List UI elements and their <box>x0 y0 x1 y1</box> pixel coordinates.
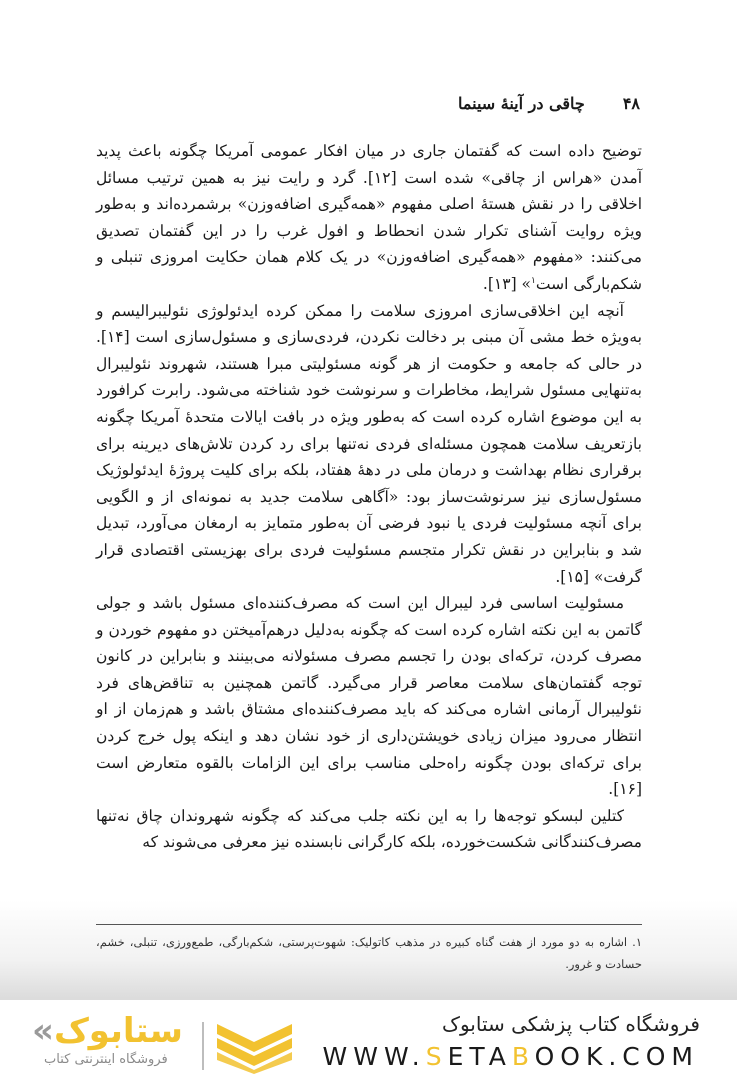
paragraph-text: » [۱۳]. <box>482 274 532 293</box>
logo-divider <box>202 1022 204 1070</box>
paragraph: مسئولیت اساسی فرد لیبرال این است که مصرف‌کننده‌ای مسئول باشد و جولی گاتمن به این نکته اشاره کرده است که چگونه به‌دلیل درهم‌آمیختن دو مفهوم خوردن و مصرف کردن، ترکه‌ای بودن را تجسم مصرف مسئولانه می‌بینند و بنابراین در کانون توجه گفتمان‌های سلامت معاصر قرار می‌گیرد. گاتمن همچنین به تناقض‌های فرد نئولیبرال آرمانی اشاره می‌کند که باید مصرف‌کننده‌ای مشتاق باشد و هم‌زمان از او انتظار می‌رود میزان زیادی خویشتن‌داری از خود نشان دهد و اینکه پول خرج کردن برای ترکه‌ای بودن چگونه راه‌حلی مناسب برای این الزامات بالقوه متعارض است [۱۶]. <box>96 594 642 799</box>
body-text <box>96 138 642 856</box>
chevron-badge-icon <box>217 1024 292 1074</box>
url-part-accent: B <box>511 1042 535 1071</box>
logo-word: ستابوک <box>53 1011 183 1051</box>
paragraph-text: توضیح داده است که گفتمان جاری در میان افکار عمومی آمریکا چگونه باعث پدید آمدن «هراس از چاقی» شده است [۱۲]. گرد و رایت نیز به همین ترتیب مسائل اخلاقی را در نقش هستهٔ اصلی مفهوم «همه‌گیری اضافه‌وزن» برشمرده‌اند و به‌طور ویژه روایت آشنای تکرار شدن انحطاط و افول غرب را در این گفتمان تصدیق می‌کنند: «مفهوم «همه‌گیری اضافه‌وزن» در یک کلام همان حکایت امروزی تنبلی و شکم‌بارگی است <box>96 142 643 293</box>
store-url[interactable] <box>323 1042 699 1071</box>
double-chevron-icon: « <box>32 1011 54 1051</box>
page-number: ۴۸ <box>622 94 640 113</box>
footnote: ۱. اشاره به دو مورد از هفت گناه کبیره در مذهب کاتولیک: شهوت‌پرستی، شکم‌بارگی، طمع‌ورزی، تنبلی، خشم، حسادت و غرور. <box>96 935 642 971</box>
paragraph: آنچه این اخلاقی‌سازی امروزی سلامت را ممکن کرده ایدئولوژی نئولیبرالیسم و به‌ویژه خط مشی آن مبنی بر دخالت نکردن، فردی‌سازی و مسئول‌سازی است [۱۴]. در حالی که جامعه و حکومت از هر گونه مسئولیتی مبرا هستند، شهروند نئولیبرال به‌تنهایی مسئول شرایط، مخاطرات و سرنوشت خود شناخته می‌شود. رابرت کرافورد به این موضوع اشاره کرده است که به‌طور ویژه در بافت ایالات متحدهٔ آمریکا چگونه بازتعریف سلامت همچون مسئله‌ای فردی نه‌تنها برای رد کردن تلاش‌های دیرینه برای برقراری نظام بهداشت و درمان ملی در دههٔ هفتاد، بلکه برای کلیت پروژهٔ ایدئولوژیک مسئول‌سازی نیز سرنوشت‌ساز بود: «آگاهی سلامت جدید به نمونه‌ای از و الگویی برای آنچه مسئولیت فردی یا نبود فرضی آن به‌طور متمایز به ارمغان می‌آورد، تبدیل شد و بنابراین در نقش تکرار متجسم مسئولیت فردی برای بهزیستی اقتصادی قرار گرفت» [۱۵]. <box>96 301 642 586</box>
running-title: چاقی در آینهٔ سینما <box>458 94 585 113</box>
footnote-divider <box>96 924 642 925</box>
url-part: OOK.COM <box>534 1042 699 1071</box>
store-name: فروشگاه کتاب پزشکی ستابوک <box>442 1012 700 1036</box>
page-header <box>458 94 640 113</box>
logo-wordmark <box>32 1011 183 1051</box>
paragraph <box>96 138 642 298</box>
url-part-accent: S <box>425 1042 448 1071</box>
footnote-marker[interactable]: ۱ <box>531 275 536 286</box>
paragraph: کتلین لبسکو توجه‌ها را به این نکته جلب می‌کند که چگونه شهروندان چاق نه‌تنها مصرف‌کنندگانی شکست‌خورده، بلکه کارگرانی نابسنده نیز معرفی می‌شوند که <box>96 806 642 852</box>
setabook-logo[interactable] <box>32 1011 302 1074</box>
logo-subtitle: فروشگاه اینترنتی کتاب <box>44 1052 168 1067</box>
store-banner <box>0 1000 737 1080</box>
url-part: WWW. <box>322 1042 426 1071</box>
url-part: ETA <box>447 1042 512 1071</box>
